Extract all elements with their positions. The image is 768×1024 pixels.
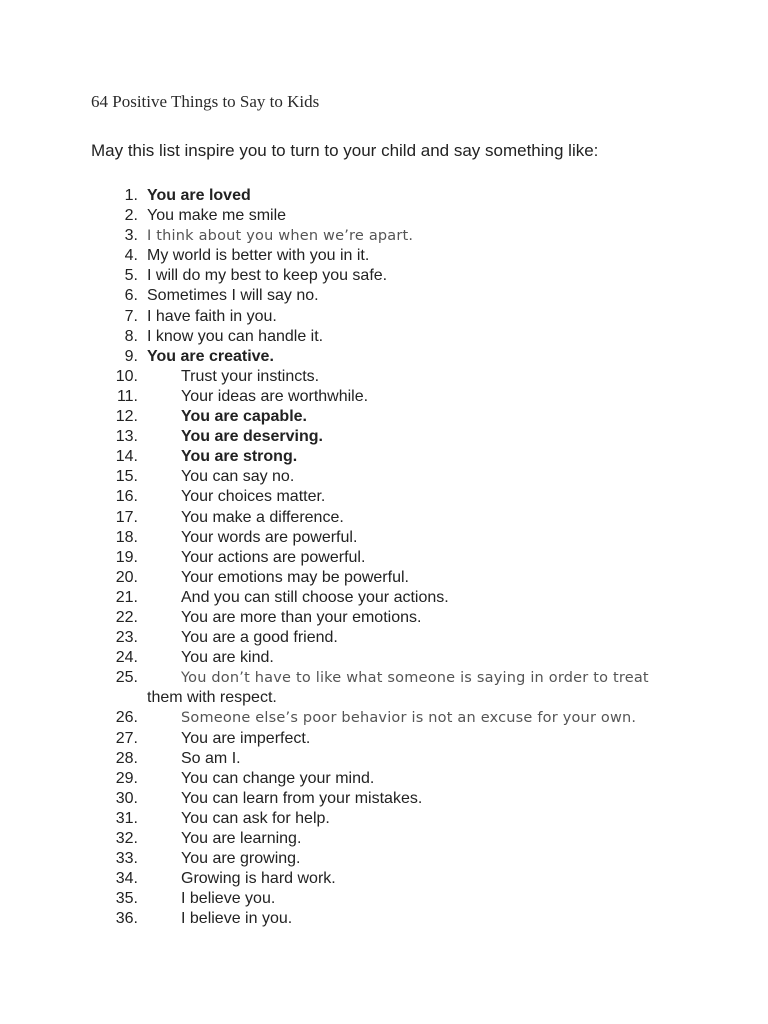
list-item-text: So am I. [181, 749, 241, 767]
list-item [0, 206, 768, 226]
list-item-text: You are deserving. [181, 428, 323, 446]
list-item-text: I have faith in you. [147, 307, 277, 325]
list-item [0, 467, 768, 487]
list-item-text: Your actions are powerful. [181, 548, 366, 566]
list-item [0, 347, 768, 367]
intro-text: May this list inspire you to turn to your child and say something like: [91, 141, 599, 160]
list-item-number: 2. [124, 207, 138, 225]
list-item-number: 4. [124, 247, 138, 265]
list-item-text: Your ideas are worthwhile. [181, 387, 369, 405]
list-item [0, 266, 768, 286]
list-item-text: You are strong. [181, 448, 298, 466]
list-item-number: 33. [115, 850, 138, 868]
list-item-number: 24. [115, 649, 138, 667]
list-item-number: 21. [115, 588, 138, 606]
list-item [0, 749, 768, 769]
list-item-text: Trust your instincts. [181, 367, 320, 385]
list-item-text: You can say no. [181, 468, 295, 486]
list-item [0, 246, 768, 266]
list-item-text: You make a difference. [181, 508, 344, 526]
list-item [0, 367, 768, 387]
list-item-text: You are capable. [181, 408, 307, 426]
list-item-number: 36. [115, 910, 138, 928]
list-item [0, 387, 768, 407]
list-item-text: Your emotions may be powerful. [181, 568, 409, 586]
list-item-text: Sometimes I will say no. [147, 287, 319, 305]
list-item [0, 427, 768, 447]
list-item-number: 34. [115, 870, 138, 888]
list-item [0, 809, 768, 829]
list-item-number: 8. [124, 327, 138, 345]
list-item-text: You are learning. [181, 830, 302, 847]
list-item-text: I believe in you. [181, 910, 293, 928]
list-item [0, 548, 768, 568]
list-item [0, 708, 768, 728]
list-item-text: Someone else’s poor behavior is not an excuse for your own. [181, 710, 637, 727]
list-item [0, 186, 768, 206]
list-item [0, 588, 768, 608]
list-item-number: 23. [115, 629, 138, 647]
list-item [0, 909, 768, 929]
list-item-number: 14. [115, 448, 138, 466]
affirmation-list [0, 186, 768, 929]
page-title: 64 Positive Things to Say to Kids [91, 92, 320, 111]
list-item [0, 829, 768, 849]
list-item [0, 528, 768, 548]
list-item-number: 9. [124, 347, 138, 365]
list-item-number: 17. [115, 508, 138, 526]
list-item [0, 769, 768, 789]
list-item [0, 447, 768, 467]
list-item [0, 407, 768, 427]
list-item-number: 7. [124, 307, 138, 325]
list-item-number: 13. [115, 428, 138, 446]
list-item-text: I will do my best to keep you safe. [147, 267, 388, 285]
list-item [0, 789, 768, 809]
list-item [0, 608, 768, 628]
list-item-number: 29. [115, 769, 138, 787]
list-item [0, 286, 768, 306]
list-item-text: You can change your mind. [181, 769, 375, 787]
list-item-number: 22. [115, 608, 138, 626]
list-item [0, 327, 768, 347]
list-item [0, 487, 768, 507]
list-item-text: You are kind. [181, 649, 274, 667]
list-item [0, 648, 768, 668]
list-item-text: Your choices matter. [181, 488, 326, 506]
list-item-text: Your words are powerful. [181, 528, 358, 546]
list-item-number: 28. [115, 749, 138, 767]
list-item-text: You are creative. [147, 347, 274, 365]
list-item-number: 11. [116, 387, 138, 405]
list-item-number: 3. [124, 227, 138, 245]
list-item-text: And you can still choose your actions. [181, 588, 449, 606]
list-item-text: You are more than your emotions. [181, 608, 422, 626]
list-item [0, 226, 768, 246]
list-item-number: 25. [115, 669, 138, 687]
list-item-number: 35. [115, 890, 138, 908]
list-item-number: 26. [115, 709, 138, 727]
list-item-number: 19. [115, 548, 138, 566]
list-item-text: You make me smile [147, 207, 287, 225]
list-item [0, 508, 768, 528]
list-item [0, 307, 768, 327]
list-item-text: You don’t have to like what someone is saying in order to treat [181, 670, 649, 687]
list-item-number: 18. [115, 528, 138, 546]
list-item [0, 869, 768, 889]
list-item [0, 668, 768, 708]
list-item-text: I know you can handle it. [147, 327, 324, 345]
list-item [0, 889, 768, 909]
list-item-number: 27. [115, 729, 138, 747]
list-item [0, 729, 768, 749]
list-item-text: My world is better with you in it. [147, 247, 370, 265]
list-item-text: I think about you when we’re apart. [147, 228, 414, 245]
list-item-number: 15. [115, 468, 138, 486]
list-item [0, 568, 768, 588]
list-item-text: I believe you. [181, 890, 276, 908]
list-item-number: 10. [115, 367, 138, 385]
list-item-text: You are loved [147, 187, 251, 204]
list-item-number: 1. [124, 187, 138, 204]
list-item-number: 32. [115, 830, 138, 847]
list-item-number: 31. [115, 809, 138, 827]
list-item-text: Growing is hard work. [181, 870, 336, 888]
list-item-text: You are growing. [181, 850, 301, 868]
list-item-number: 20. [115, 568, 138, 586]
list-item-text-continuation: them with respect. [147, 689, 277, 707]
list-item [0, 849, 768, 869]
list-item-number: 12. [115, 408, 138, 426]
list-item [0, 628, 768, 648]
list-item-text: You can learn from your mistakes. [181, 789, 423, 807]
list-item-text: You are imperfect. [181, 729, 311, 747]
list-item-number: 30. [115, 789, 138, 807]
list-item-text: You can ask for help. [181, 809, 330, 827]
list-item-number: 6. [124, 287, 138, 305]
list-item-number: 16. [115, 488, 138, 506]
list-item-text: You are a good friend. [181, 629, 338, 647]
list-item-number: 5. [124, 267, 138, 285]
